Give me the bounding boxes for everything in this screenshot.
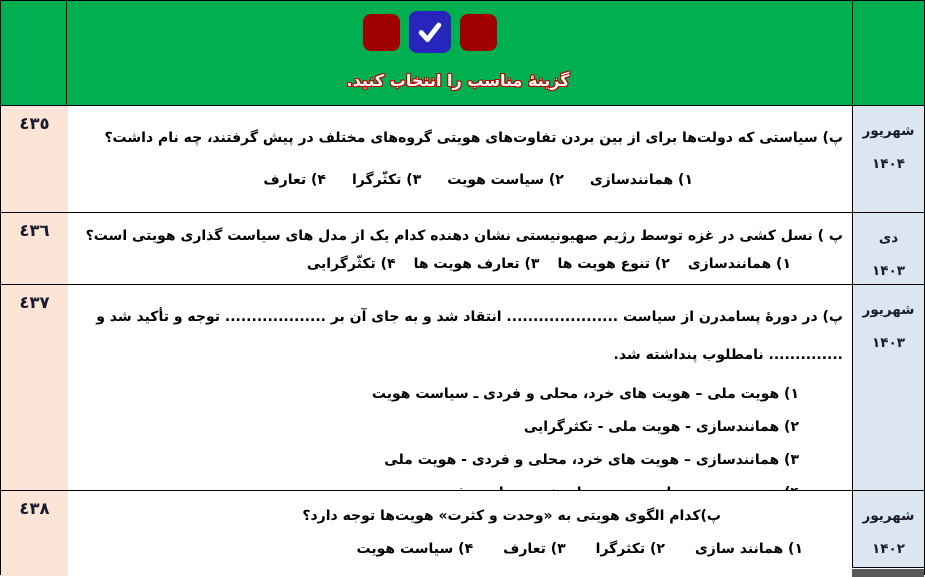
header-icons: [1, 10, 859, 54]
option-4: ۴) تکثّرگرایی: [306, 256, 396, 272]
date-month: شهریور: [862, 302, 915, 318]
date-month: شهریور: [862, 123, 915, 139]
question-date: [852, 213, 924, 285]
question-number: ٤٣٥: [1, 106, 68, 213]
options-row: [76, 256, 791, 272]
date-month: شهریور: [862, 508, 915, 524]
question-row-436: [1, 213, 924, 285]
question-row-438: [1, 491, 924, 576]
date-year: ۱۴۰۳: [872, 263, 905, 279]
table-header: [1, 1, 924, 106]
question-number: ٤٣٦: [1, 213, 68, 285]
question-cell: [66, 285, 852, 491]
next-row-edge: [852, 569, 924, 577]
option-2: ۲) همانندسازی - هویت ملی - تکثرگرایی: [523, 419, 799, 435]
red-square-icon: [363, 14, 400, 51]
date-year: ۱۴۰۴: [872, 156, 905, 172]
question-row-437: [1, 285, 924, 491]
question-text: پ) در دورۀ پسامدرن از سیاست ..................... انتقاد شد و به جای آن بر ................... توجه و تأکید شد و .............. نامطلوب پنداشته شد.: [96, 309, 843, 363]
option-1: ۱) همانندسازی: [687, 256, 791, 272]
option-4: ۴) تعارف: [263, 172, 326, 188]
question-text: پ ) نسل کشی در غزه توسط رژیم صهیونیستی نشان دهنده کدام یک از مدل های سیاست گذاری هویتی است؟: [85, 228, 843, 244]
question-date: [852, 285, 924, 491]
option-2: ۲) سیاست هویت: [447, 172, 564, 188]
option-3: ۳) تعارف هویت ها: [413, 256, 540, 272]
question-date: [852, 106, 924, 213]
option-2: ۲) تنوع هویت ها: [557, 256, 670, 272]
option-3: ۳) تعارف: [503, 541, 566, 557]
header-title: گزینهٔ مناسب را انتخاب کنید.: [346, 71, 570, 90]
question-number: ٤٣٨: [1, 491, 68, 576]
checkbox-checked-icon: [409, 11, 451, 53]
question-text: پ)کدام الگوی هویتی به «وحدت و کثرت» هویت‌ها توجه دارد؟: [302, 508, 721, 524]
option-1: ۱) هویت ملی – هویت های خرد، محلی و فردی ـ سیاست هویت: [371, 386, 799, 402]
question-number: ٤٣٧: [1, 285, 68, 491]
date-year: ۱۴۰۲: [872, 541, 905, 557]
question-cell: [66, 106, 852, 213]
question-cell: [66, 491, 852, 576]
date-year: ۱۴۰۳: [872, 335, 905, 351]
question-cell: [66, 213, 852, 285]
option-3: ۳) همانندسازی – هویت های خرد، محلی و فردی - هویت ملی: [384, 452, 799, 468]
option-4: ۴) سیاست هویت: [356, 541, 474, 557]
options-row: [76, 541, 803, 557]
question-text: پ) سیاستی که دولت‌ها برای از بین بردن تفاوت‌های هویتی گروه‌های مختلف در پیش گرفتند، چه نام داشت؟: [104, 130, 843, 146]
question-row-435: [1, 106, 924, 213]
option-2: ۲) تکثرگرا: [595, 541, 665, 557]
red-square-icon: [460, 14, 497, 51]
option-3: ۳) تکثّرگرا: [351, 172, 422, 188]
option-1: ۱) همانندسازی: [589, 172, 693, 188]
options-row: [76, 172, 693, 188]
option-1: ۱) همانند سازی: [694, 541, 803, 557]
date-month: دی: [878, 230, 899, 246]
checkmark-icon: [415, 17, 445, 47]
question-date: [852, 491, 924, 568]
